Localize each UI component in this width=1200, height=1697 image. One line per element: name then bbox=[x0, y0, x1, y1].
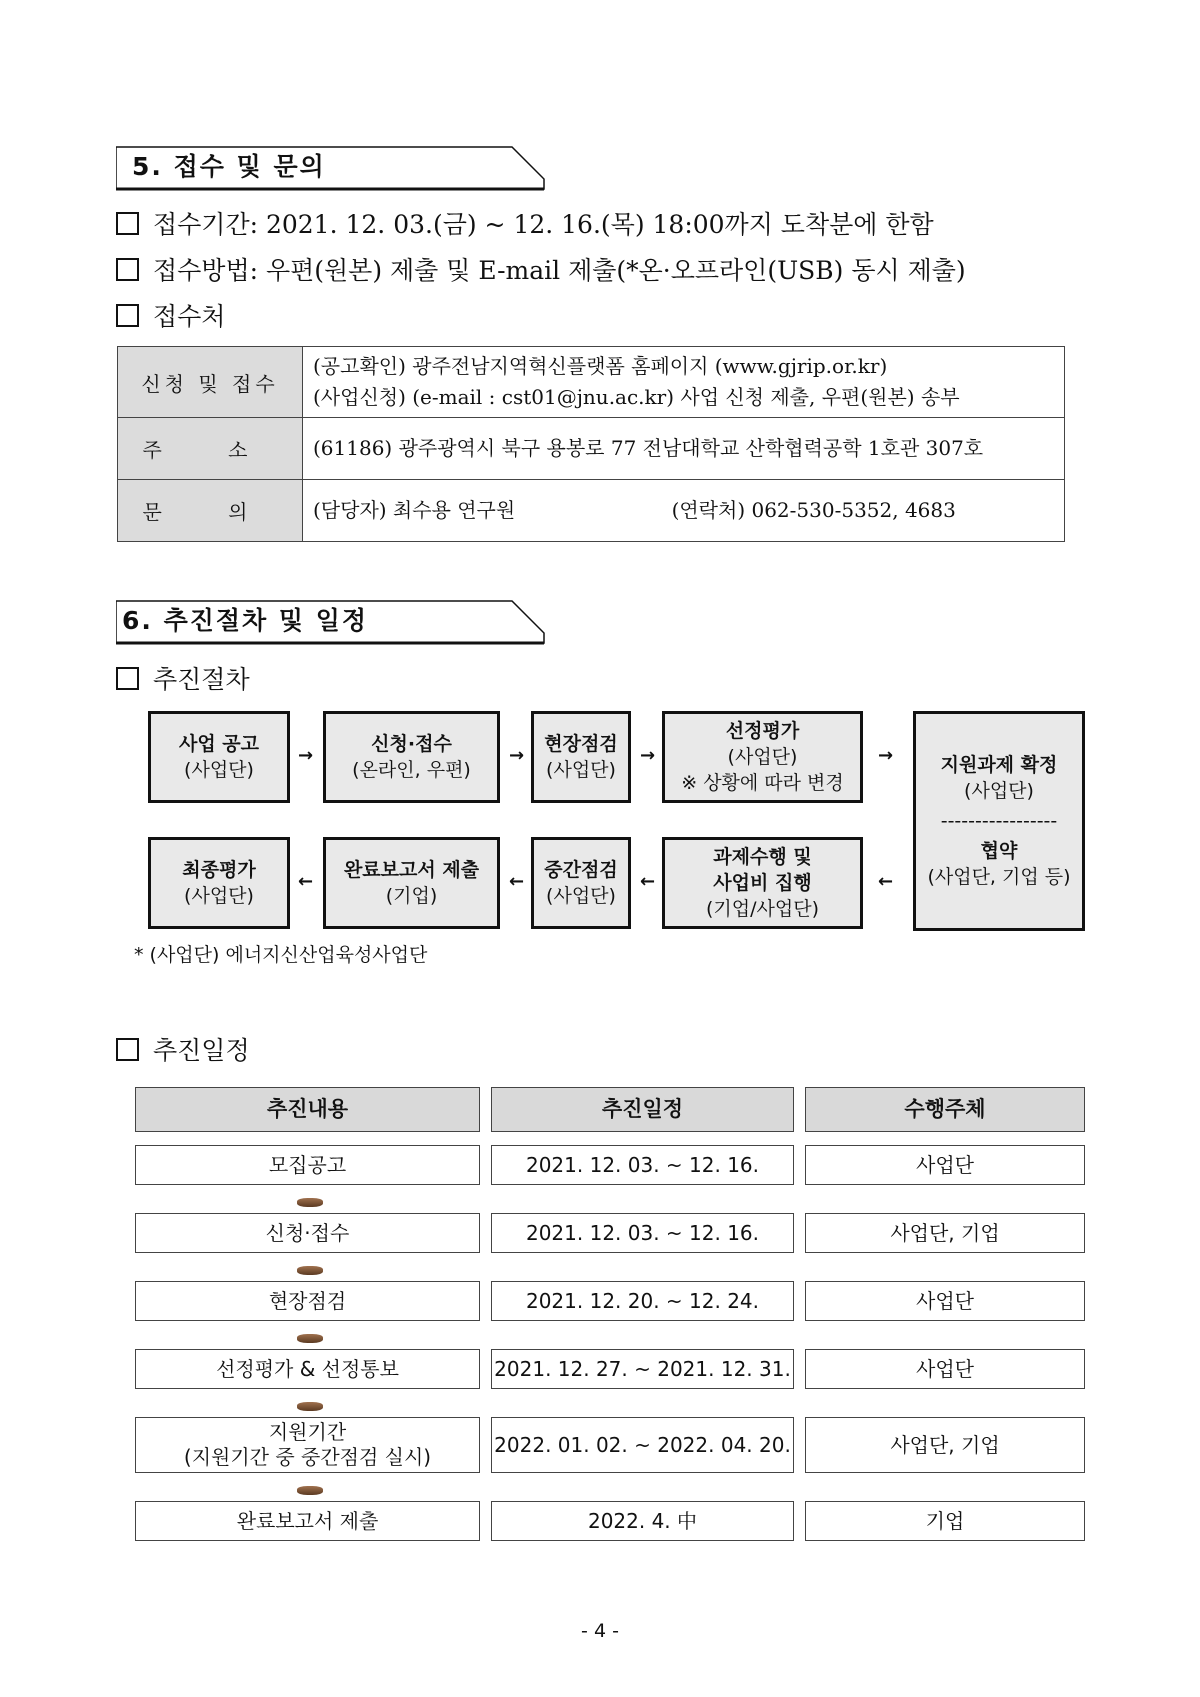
arrow-right-icon: → bbox=[509, 745, 525, 766]
schedule-content-cell: 현장점검 bbox=[135, 1281, 480, 1321]
flow-step-apply: 신청·접수 (온라인, 우편) bbox=[323, 711, 500, 803]
schedule-owner-cell: 사업단 bbox=[805, 1281, 1085, 1321]
reception-place: 접수처 bbox=[116, 297, 225, 333]
section5-heading bbox=[116, 146, 546, 188]
contact-value bbox=[303, 480, 1065, 542]
arrow-left-icon: ← bbox=[640, 871, 656, 892]
arrow-left-icon: ← bbox=[509, 871, 525, 892]
table-row bbox=[118, 347, 1065, 418]
address-key: 주 소 bbox=[118, 418, 303, 480]
arrow-left-icon: ← bbox=[298, 871, 314, 892]
schedule-period-cell: 2021. 12. 20. ~ 12. 24. bbox=[491, 1281, 794, 1321]
section6-title: 6. 추진절차 및 일정 bbox=[122, 606, 369, 635]
schedule-content-cell: 완료보고서 제출 bbox=[135, 1501, 480, 1541]
arrow-left-icon: ← bbox=[878, 871, 894, 892]
schedule-period-cell: 2022. 01. 02. ~ 2022. 04. 20. bbox=[491, 1417, 794, 1473]
email-link[interactable]: (사업신청) (e-mail : cst01@jnu.ac.kr) 사업 신청 제출, 우편(원본) 송부 bbox=[313, 385, 960, 409]
checkbox-icon bbox=[116, 258, 139, 281]
reception-period: 접수기간: 2021. 12. 03.(금) ~ 12. 16.(목) 18:00까지 도착분에 한함 bbox=[116, 205, 934, 241]
arrow-right-icon: → bbox=[640, 745, 656, 766]
schedule-header-content: 추진내용 bbox=[135, 1087, 480, 1132]
schedule-content-cell: 신청·접수 bbox=[135, 1213, 480, 1253]
address-value: (61186) 광주광역시 북구 용봉로 77 전남대학교 산학협력공학 1호관 307호 bbox=[303, 418, 1065, 480]
schedule-header-period: 추진일정 bbox=[491, 1087, 794, 1132]
schedule-header-owner: 수행주체 bbox=[805, 1087, 1085, 1132]
schedule-period-cell: 2021. 12. 03. ~ 12. 16. bbox=[491, 1145, 794, 1185]
dash-divider: ----------------- bbox=[940, 810, 1058, 832]
flow-step-execution: 과제수행 및 사업비 집행 (기업/사업단) bbox=[662, 837, 863, 929]
procedure-label: 추진절차 bbox=[116, 660, 250, 696]
schedule-content-cell: 지원기간 (지원기간 중 중간점검 실시) bbox=[135, 1417, 480, 1473]
flow-step-final: 최종평가 (사업단) bbox=[148, 837, 290, 929]
checkbox-icon bbox=[116, 212, 139, 235]
down-arrow-icon bbox=[297, 1402, 323, 1411]
reception-method: 접수방법: 우편(원본) 제출 및 E-mail 제출(*온·오프라인(USB) 동시 제출) bbox=[116, 251, 966, 287]
flow-step-midcheck: 중간점검 (사업단) bbox=[531, 837, 631, 929]
down-arrow-icon bbox=[297, 1266, 323, 1275]
checkbox-icon bbox=[116, 304, 139, 327]
schedule-owner-cell: 사업단, 기업 bbox=[805, 1417, 1085, 1473]
schedule-owner-cell: 사업단 bbox=[805, 1349, 1085, 1389]
table-row bbox=[118, 480, 1065, 542]
apply-key: 신청 및 접수 bbox=[118, 347, 303, 418]
schedule-label: 추진일정 bbox=[116, 1031, 250, 1067]
down-arrow-icon bbox=[297, 1334, 323, 1343]
schedule-owner-cell: 사업단 bbox=[805, 1145, 1085, 1185]
down-arrow-icon bbox=[297, 1486, 323, 1495]
flow-step-evaluation: 선정평가 (사업단) ※ 상황에 따라 변경 bbox=[662, 711, 863, 803]
checkbox-icon bbox=[116, 1038, 139, 1061]
flow-footnote: * (사업단) 에너지신산업육성사업단 bbox=[134, 944, 428, 966]
section5-title: 5. 접수 및 문의 bbox=[132, 152, 326, 181]
schedule-content-cell: 모집공고 bbox=[135, 1145, 480, 1185]
schedule-period-cell: 2021. 12. 03. ~ 12. 16. bbox=[491, 1213, 794, 1253]
schedule-owner-cell: 사업단, 기업 bbox=[805, 1213, 1085, 1253]
page-number: - 4 - bbox=[581, 1620, 619, 1642]
flow-step-report: 완료보고서 제출 (기업) bbox=[323, 837, 500, 929]
schedule-owner-cell: 기업 bbox=[805, 1501, 1085, 1541]
down-arrow-icon bbox=[297, 1198, 323, 1207]
table-row bbox=[118, 418, 1065, 480]
reception-table bbox=[117, 346, 1065, 542]
schedule-period-cell: 2022. 4. 中 bbox=[491, 1501, 794, 1541]
contact-key: 문 의 bbox=[118, 480, 303, 542]
apply-value: (공고확인) 광주전남지역혁신플랫폼 홈페이지 (www.gjrip.or.kr) (사업신청) (e-mail : cst01@jnu.ac.kr) 사업 신청 제출, 우편(원본) 송부 bbox=[303, 347, 1065, 418]
arrow-right-icon: → bbox=[878, 745, 894, 766]
checkbox-icon bbox=[116, 667, 139, 690]
contact-phone: (연락처) 062-530-5352, 4683 bbox=[671, 498, 956, 522]
schedule-period-cell: 2021. 12. 27. ~ 2021. 12. 31. bbox=[491, 1349, 794, 1389]
schedule-content-cell: 선정평가 & 선정통보 bbox=[135, 1349, 480, 1389]
arrow-right-icon: → bbox=[298, 745, 314, 766]
flow-step-confirm: 지원과제 확정 (사업단) ----------------- 협약 (사업단, 기업 등) bbox=[913, 711, 1085, 931]
section6-heading bbox=[116, 600, 546, 642]
flow-step-announce: 사업 공고 (사업단) bbox=[148, 711, 290, 803]
flow-step-inspection: 현장점검 (사업단) bbox=[531, 711, 631, 803]
contact-person: (담당자) 최수용 연구원 bbox=[313, 498, 516, 522]
